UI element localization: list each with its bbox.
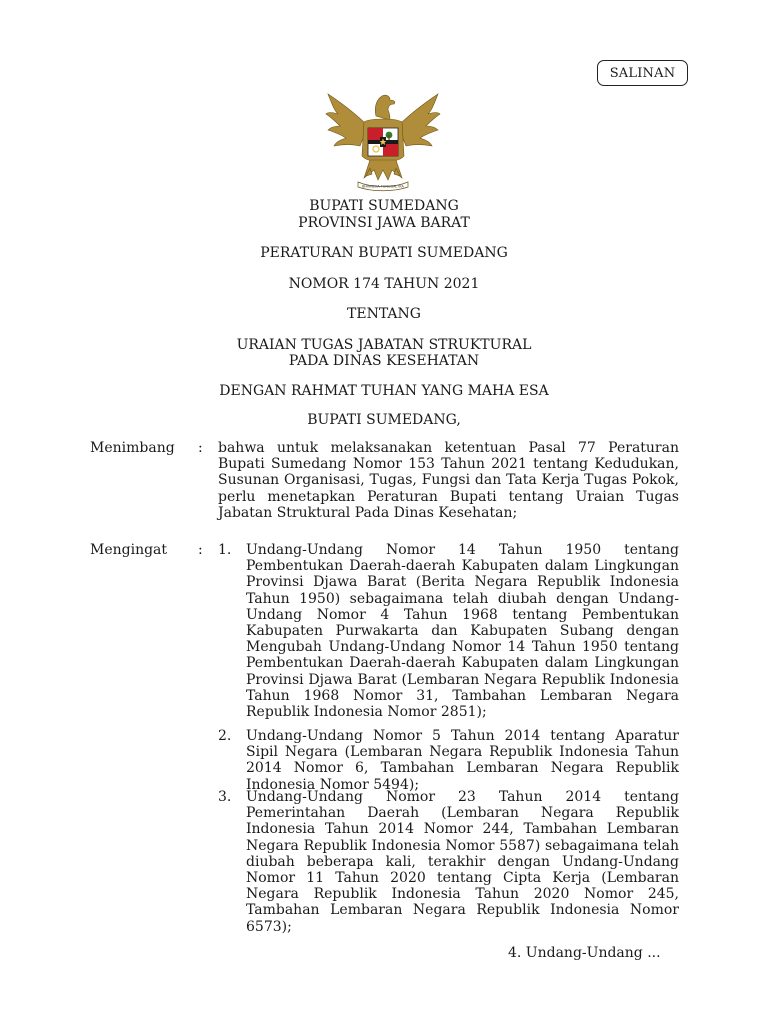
list-item: Undang-Undang Nomor 5 Tahun 2014 tentang Aparatur Sipil Negara (Lembaran Negara Republik Indonesia Tahun 2014 Nomor 6, Tambahan Lembaran Negara Republik Indonesia Nomor 5494);: [246, 728, 679, 793]
continuation-footer: 4. Undang-Undang ...: [508, 945, 661, 961]
header-line-1: BUPATI SUMEDANG: [309, 198, 459, 214]
garuda-pancasila-emblem-icon: [320, 86, 446, 192]
menimbang-text: bahwa untuk melaksanakan ketentuan Pasal 77 Peraturan Bupati Sumedang Nomor 153 Tahun 2021 tentang Kedudukan, Susunan Organisasi, Tugas, Fungsi dan Tata Kerja Tugas Pokok, perlu menetapkan Peraturan Bupati tentang Uraian Tugas Jabatan Struktural Pada Dinas Kesehatan;: [218, 440, 679, 521]
header-line-2: PROVINSI JAWA BARAT: [298, 215, 470, 231]
list-item: Undang-Undang Nomor 23 Tahun 2014 tentang Pemerintahan Daerah (Lembaran Negara Republik Indonesia Tahun 2014 Nomor 244, Tambahan Lembaran Negara Republik Indonesia Nomor 5587) sebagaimana telah diubah beberapa kali, terakhir dengan Undang-Undang Nomor 11 Tahun 2020 tentang Cipta Kerja (Lembaran Negara Republik Indonesia Tahun 2020 Nomor 245, Tambahan Lembaran Negara Republik Indonesia Nomor 6573);: [246, 789, 679, 935]
mengingat-colon: :: [198, 542, 203, 558]
menimbang-colon: :: [198, 440, 203, 456]
official-heading: BUPATI SUMEDANG,: [307, 412, 461, 428]
about-heading: TENTANG: [347, 306, 421, 322]
subject-line-2: PADA DINAS KESEHATAN: [288, 353, 480, 369]
list-item-number: 3.: [218, 789, 232, 805]
copy-stamp: SALINAN: [597, 60, 688, 86]
grace-heading: DENGAN RAHMAT TUHAN YANG MAHA ESA: [219, 383, 549, 399]
menimbang-label: Menimbang: [90, 440, 175, 456]
regulation-number: NOMOR 174 TAHUN 2021: [288, 276, 480, 292]
regulation-title: PERATURAN BUPATI SUMEDANG: [260, 245, 508, 261]
list-item-number: 2.: [218, 728, 232, 744]
list-item-number: 1.: [218, 542, 232, 558]
emblem-motto: BHINNEKA TUNGGAL IKA: [362, 184, 404, 189]
mengingat-label: Mengingat: [90, 542, 168, 558]
subject-line-1: URAIAN TUGAS JABATAN STRUKTURAL: [236, 337, 532, 353]
list-item: Undang-Undang Nomor 14 Tahun 1950 tentang Pembentukan Daerah-daerah Kabupaten dalam Lingkungan Provinsi Djawa Barat (Berita Negara Republik Indonesia Tahun 1950) sebagaimana telah diubah dengan Undang-Undang Nomor 4 Tahun 1968 tentang Pembentukan Kabupaten Purwakarta dan Kabupaten Subang dengan Mengubah Undang-Undang Nomor 14 Tahun 1950 tentang Pembentukan Daerah-daerah Kabupaten dalam Lingkungan Provinsi Djawa Barat (Lembaran Negara Republik Indonesia Tahun 1968 Nomor 31, Tambahan Lembaran Negara Republik Indonesia Nomor 2851);: [246, 542, 679, 721]
